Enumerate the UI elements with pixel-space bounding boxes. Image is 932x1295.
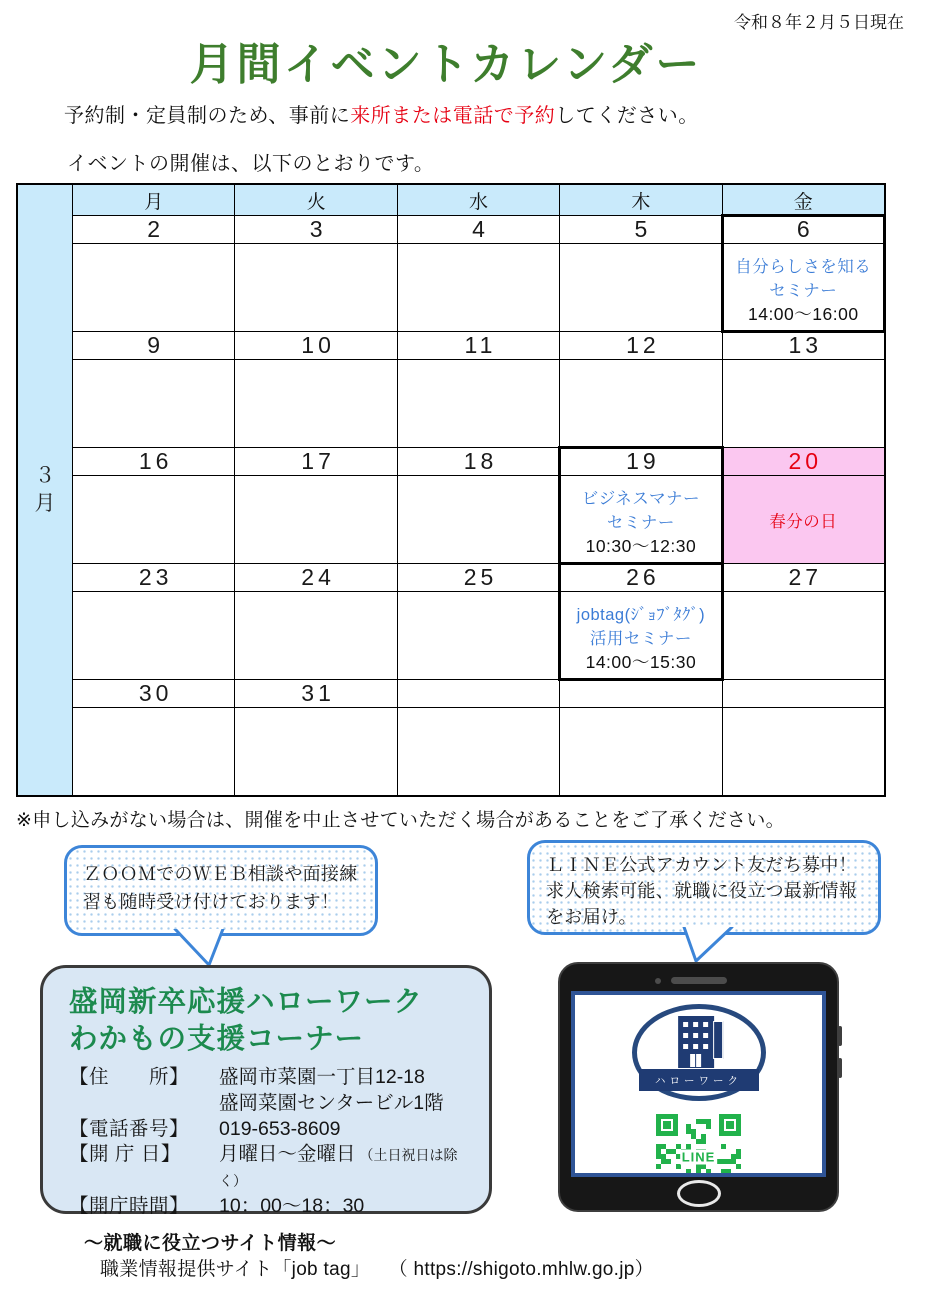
calendar-date-cell: [560, 680, 721, 707]
office-title-line2: わかもの支援コーナー: [69, 1023, 365, 1056]
qr-module: [731, 1174, 736, 1177]
phone-camera-dot: [655, 978, 661, 984]
cancellation-note: ※申し込みがない場合は、開催を中止させていただく場合があることをご了承ください。: [16, 810, 785, 831]
calendar-event-cell: [723, 476, 884, 563]
calendar-event-cell: [560, 476, 721, 563]
phone-label: 【電話番号】: [69, 1117, 190, 1140]
qr-module: [666, 1159, 671, 1164]
building-icon: [678, 1016, 714, 1068]
calendar-date-cell: 25: [398, 564, 559, 591]
calendar-date-cell: 31: [235, 680, 396, 707]
qr-module: [676, 1164, 681, 1169]
line-bubble-text: ＬＩＮＥ公式アカウント友だち募中！求人検索可能、就職に役立つ最新情報をお届け。: [546, 855, 858, 928]
calendar-date-cell: 10: [235, 332, 396, 359]
event-title-line: セミナー: [606, 514, 675, 532]
calendar-day-header: 金: [723, 185, 884, 215]
open-days-note: （土日祝日は除く）: [219, 1147, 458, 1190]
qr-finder-icon: [719, 1114, 741, 1136]
event-title-line: jobtag(ｼﾞｮﾌﾞﾀｸﾞ): [576, 606, 706, 624]
office-phone-row: [69, 1117, 469, 1143]
calendar-date-cell: 13: [723, 332, 884, 359]
calendar-day-header: 火: [235, 185, 396, 215]
calendar-event-cell: [73, 244, 234, 331]
building-sign: [713, 1021, 723, 1059]
calendar-event-cell: [73, 360, 234, 447]
calendar-month-cell: ３ 月: [18, 185, 72, 795]
open-hours-value: 10：00～18：30: [219, 1194, 365, 1217]
calendar-event-cell: [560, 244, 721, 331]
zoom-consultation-bubble: [64, 845, 378, 936]
hello-work-label: ハローワーク: [639, 1069, 759, 1091]
building-windows: [683, 1022, 688, 1027]
qr-module: [706, 1124, 711, 1129]
phone-home-button: [677, 1180, 721, 1207]
calendar-date-cell: 19: [560, 448, 721, 475]
calendar-date-cell: 4: [398, 216, 559, 243]
bubble-tail-icon: [169, 929, 229, 969]
calendar-event-cell: [235, 592, 396, 679]
intro-line-1: [64, 99, 699, 128]
phone-screen: [571, 991, 826, 1177]
calendar-event-cell: [560, 360, 721, 447]
calendar-event-cell: [235, 476, 396, 563]
calendar-date-cell: 16: [73, 448, 234, 475]
address-line1: 盛岡市菜園一丁目12-18: [219, 1066, 425, 1089]
qr-module: [736, 1174, 741, 1177]
calendar-event-cell: [723, 244, 884, 331]
footer-site-info-title: ～就職に役立つサイト情報～: [84, 1233, 337, 1254]
event-calendar-table: [16, 183, 886, 797]
intro-post: してください。: [555, 105, 699, 127]
calendar-date-cell: 9: [73, 332, 234, 359]
calendar-date-cell: 11: [398, 332, 559, 359]
building-door: [690, 1054, 701, 1067]
calendar-event-cell: [398, 476, 559, 563]
qr-module: [736, 1154, 741, 1159]
calendar-date-cell: 12: [560, 332, 721, 359]
line-account-bubble: [527, 840, 881, 935]
office-details: [69, 1065, 469, 1219]
calendar-event-cell: [723, 708, 884, 795]
office-days-row: [69, 1142, 469, 1193]
event-time: 14:00～16:00: [747, 304, 859, 324]
calendar-event-cell: [398, 592, 559, 679]
calendar-date-cell: 24: [235, 564, 396, 591]
event-title-line: 活用セミナー: [589, 630, 692, 648]
calendar-event-cell: [73, 592, 234, 679]
calendar-event-cell: [398, 360, 559, 447]
qr-finder-icon: [656, 1114, 678, 1136]
calendar-event-cell: [235, 360, 396, 447]
calendar-date-cell: 2: [73, 216, 234, 243]
calendar-event-cell: [73, 476, 234, 563]
open-days-label: 【開 庁 日】: [69, 1143, 181, 1166]
calendar-date-cell: 26: [560, 564, 721, 591]
calendar-event-cell: [560, 592, 721, 679]
calendar-date-cell: 3: [235, 216, 396, 243]
qr-module: [656, 1164, 661, 1169]
event-time: 10:30～12:30: [585, 536, 697, 556]
open-hours-label: 【開庁時間】: [69, 1194, 190, 1217]
office-title-line1: 盛岡新卒応援ハローワーク: [69, 986, 424, 1018]
calendar-date-cell: 17: [235, 448, 396, 475]
qr-module: [736, 1164, 741, 1169]
event-title-line: 自分らしさを知る: [735, 258, 872, 276]
phone-illustration: [558, 962, 839, 1212]
calendar-event-cell: [235, 708, 396, 795]
intro-pre: 予約制・定員制のため、事前に: [64, 105, 351, 127]
page-title: 月間イベントカレンダー: [189, 40, 703, 89]
qr-module: [721, 1144, 726, 1149]
event-title-line: 春分の日: [769, 512, 838, 531]
calendar-event-cell: [723, 360, 884, 447]
calendar-date-cell: 27: [723, 564, 884, 591]
calendar-date-cell: 6: [723, 216, 884, 243]
office-info-box: [40, 965, 492, 1217]
calendar-date-cell: 5: [560, 216, 721, 243]
calendar-event-cell: [235, 244, 396, 331]
intro-line-2: イベントの開催は、以下のとおりです。: [67, 153, 435, 175]
calendar-date-cell: 20: [723, 448, 884, 475]
calendar-date-cell: 23: [73, 564, 234, 591]
qr-module: [691, 1174, 696, 1177]
calendar-date-cell: 30: [73, 680, 234, 707]
calendar-event-cell: [560, 708, 721, 795]
phone-speaker-bar: [671, 977, 727, 984]
calendar-event-cell: [398, 708, 559, 795]
address-label: 【住 所】: [69, 1066, 190, 1089]
open-days-value: 月曜日～金曜日: [219, 1143, 356, 1166]
zoom-bubble-text: ＺＯＯＭでのＷＥＢ相談や面接練習も随時受け付けております！: [83, 864, 358, 912]
calendar-date-cell: [723, 680, 884, 707]
event-title-line: ビジネスマナー: [581, 490, 700, 508]
qr-module: [726, 1169, 731, 1174]
calendar-event-cell: [723, 592, 884, 679]
qr-module: [706, 1169, 711, 1174]
intro-red-text: 来所または電話で予約: [350, 105, 556, 127]
hello-work-logo: [632, 1004, 766, 1101]
bubble-tail-icon: [680, 927, 740, 967]
qr-module: [701, 1139, 706, 1144]
office-title: [69, 984, 469, 1058]
calendar-event-cell: [73, 708, 234, 795]
calendar-day-header: 月: [73, 185, 234, 215]
calendar-day-header: 木: [560, 185, 721, 215]
phone-side-button: [838, 1058, 842, 1078]
calendar-event-cell: [398, 244, 559, 331]
calendar-date-cell: 18: [398, 448, 559, 475]
job-tag-site-url: （ https://shigoto.mhlw.go.jp）: [398, 1259, 654, 1280]
event-time: 14:00～15:30: [585, 652, 697, 672]
calendar-date-cell: [398, 680, 559, 707]
qr-module: [686, 1169, 691, 1174]
job-tag-site-label: 職業情報提供サイト「job tag」: [100, 1259, 371, 1280]
office-address-row: [69, 1065, 469, 1116]
as-of-date: 令和８年２月５日現在: [734, 13, 904, 32]
qr-module: [696, 1169, 701, 1174]
line-qr-code: [656, 1114, 741, 1177]
phone-side-button: [838, 1026, 842, 1046]
calendar-day-header: 水: [398, 185, 559, 215]
qr-line-label: LINE: [681, 1149, 716, 1164]
phone-number: 019-653-8609: [219, 1117, 341, 1140]
footer-job-tag-line: [100, 1254, 654, 1281]
event-title-line: セミナー: [769, 282, 838, 300]
office-hours-row: [69, 1194, 469, 1220]
address-line2: 盛岡菜園センタービル1階: [219, 1091, 444, 1114]
